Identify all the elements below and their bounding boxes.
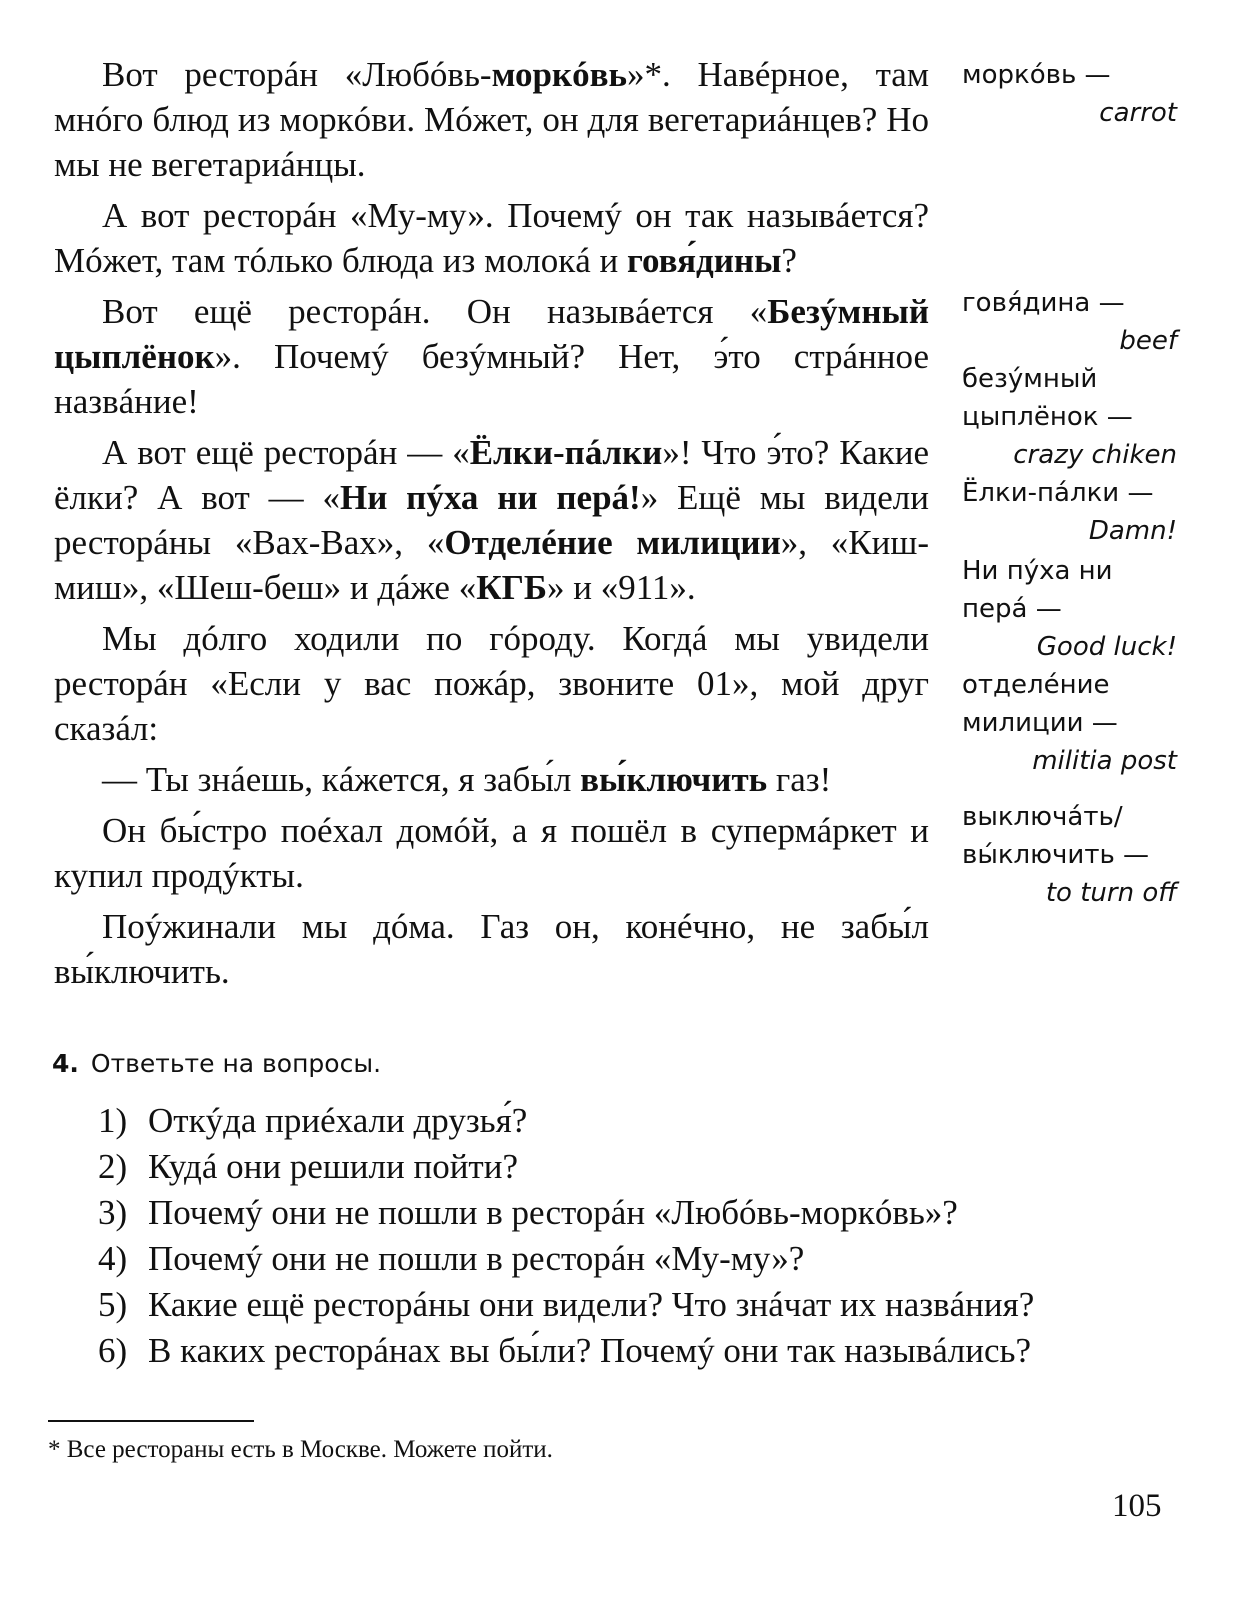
footnote: * Все рестораны есть в Москве. Можете пойти. — [48, 1436, 553, 1463]
question-text: Какие ещё ресторáны они видели? Что знáчат их назвáния? — [148, 1285, 1035, 1324]
question-number: 4) — [98, 1239, 128, 1278]
glossary-entry-carrot: моркóвь — carrot — [962, 60, 1177, 128]
question-item — [98, 1328, 1198, 1374]
page-number: 105 — [1112, 1488, 1162, 1524]
paragraph-4: А вот ещё ресторáн — «Ёлки-пáлки»! Что э́то? Какие ёлки? А вот — «Ни пýха ни перá!» Ещё мы видели ресторáны «Вах-Вах», «Отделéние милиции», «Киш-миш», «Шеш-беш» и дáже «КГБ» и «911». — [54, 433, 930, 607]
glossary-entry-beef: говя́дина — beef — [962, 288, 1177, 356]
glossary-entry-good-luck: Ни пýха ни перá — Good luck! — [962, 556, 1177, 662]
paragraph-7: Он бы́стро поéхал домóй, а я пошёл в супермáркет и купил продýкты. — [54, 811, 929, 895]
question-number: 3) — [98, 1193, 128, 1232]
question-text: Почемý они не пошли в ресторáн «Любóвь-моркóвь»? — [148, 1193, 958, 1232]
bold-term: Отделéние милиции — [444, 523, 781, 562]
question-number: 1) — [98, 1101, 128, 1140]
question-item — [98, 1282, 1198, 1328]
paragraph-3: Вот ещё ресторáн. Он назывáется «Безýмный цыплёнок». Почемý безýмный? Нет, э́то стрáнное назвáние! — [54, 292, 929, 421]
bold-term: Ёлки-пáлки — [469, 433, 663, 472]
bold-term: Ни пýха ни перá! — [339, 478, 641, 517]
question-number: 2) — [98, 1147, 128, 1186]
paragraph-1: Вот ресторáн «Любóвь-моркóвь»*. Навéрное, там мнóго блюд из моркóви. Мóжет, он для вегетариáнцев? Но мы не вегетариáнцы. — [54, 55, 929, 184]
bold-term: вы́ключить — [580, 760, 768, 799]
question-text: Кудá они решили пойти? — [148, 1147, 518, 1186]
question-text: Почемý они не пошли в ресторáн «Му-му»? — [148, 1239, 805, 1278]
question-number: 6) — [98, 1331, 128, 1370]
glossary-entry-militia-post: отделéние милиции — militia post — [962, 670, 1177, 776]
task-number: 4. — [52, 1049, 79, 1078]
task-heading — [52, 1044, 381, 1084]
paragraph-6: — Ты знáешь, кáжется, я забы́л вы́ключить газ! — [102, 760, 832, 799]
main-text — [54, 52, 929, 1000]
paragraph-8: Поýжинали мы дóма. Газ он, конéчно, не забы́л вы́ключить. — [54, 907, 929, 991]
footnote-divider — [48, 1420, 254, 1422]
glossary-entry-turn-off: выключáть/ вы́ключить — to turn off — [962, 802, 1177, 908]
question-item — [98, 1098, 1198, 1144]
question-item — [98, 1190, 1198, 1236]
question-text: Откýда приéхали друзья́? — [148, 1101, 528, 1140]
paragraph-2: А вот ресторáн «Му-му». Почемý он так назывáется? Мóжет, там тóлько блюда из молокá и говя́дины? — [54, 196, 929, 280]
bold-term: моркóвь — [491, 55, 627, 94]
task-instruction: Ответьте на вопросы. — [90, 1049, 382, 1078]
paragraph-5: Мы дóлго ходили по гóроду. Когдá мы увидели ресторáн «Если у вас пожáр, звоните 01», мой друг сказáл: — [54, 619, 929, 748]
glossary-entry-crazy-chicken: безýмный цыплёнок — crazy chiken — [962, 364, 1177, 470]
bold-term: КГБ — [476, 568, 547, 607]
bold-term: говя́дины — [627, 241, 782, 280]
question-item — [98, 1236, 1198, 1282]
question-number: 5) — [98, 1285, 128, 1324]
glossary-entry-damn: Ёлки-пáлки — Damn! — [962, 478, 1177, 546]
question-text: В каких ресторáнах вы бы́ли? Почемý они так назывáлись? — [148, 1331, 1032, 1370]
question-item — [98, 1144, 1198, 1190]
question-list — [98, 1098, 1198, 1374]
bold-term: Безýмный цыплёнок — [54, 292, 929, 376]
